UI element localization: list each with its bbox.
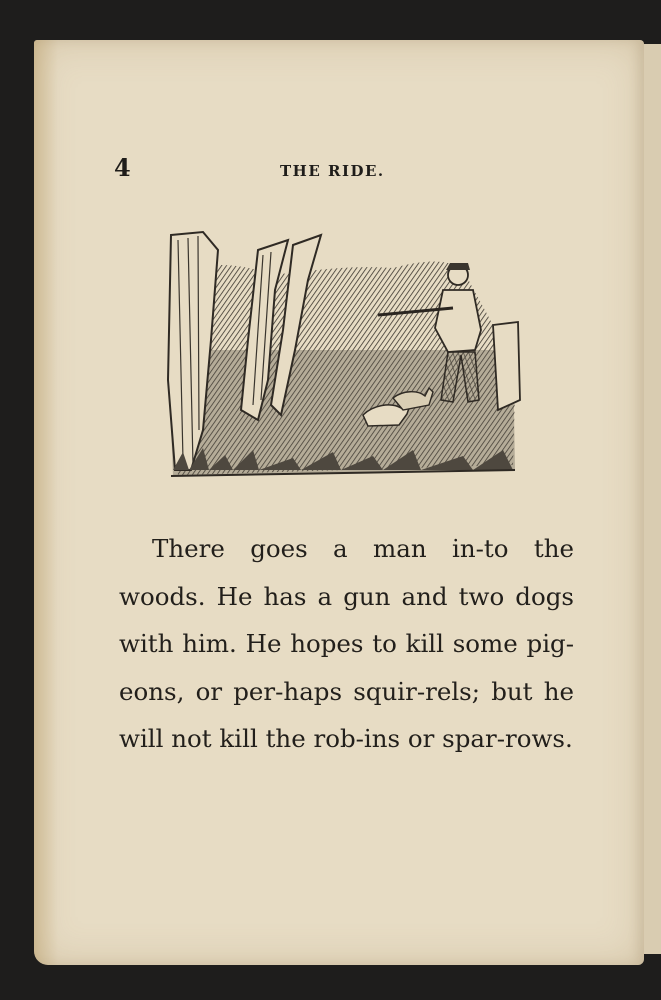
paragraph-text: There goes a man in-to the woods. He has a gun and two dogs with him. He hopes to kill some pig-eons, or per-haps squir-rels; but he will not kill the rob-ins or spar-rows.: [119, 534, 574, 753]
body-paragraph: [119, 525, 574, 763]
woodcut-illustration: [163, 230, 523, 480]
tree-stump: [493, 322, 520, 410]
running-head: THE RIDE.: [280, 162, 385, 180]
page-number: 4: [114, 153, 131, 182]
